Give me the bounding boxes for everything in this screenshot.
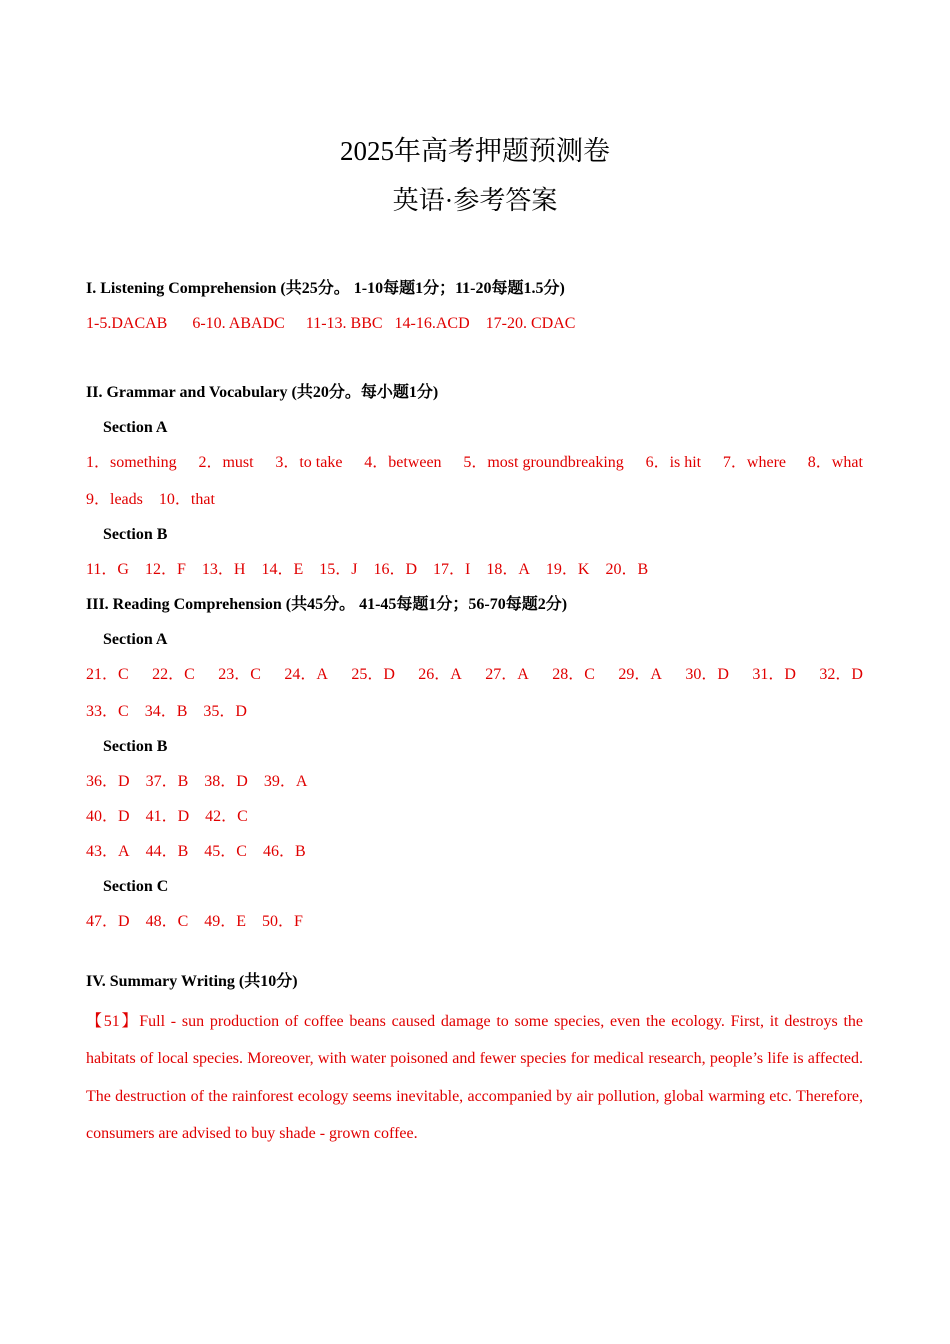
answer-item: 6．is hit <box>645 454 702 471</box>
answer-item: 47．D <box>86 913 130 930</box>
answer-item: 49．E <box>204 913 247 930</box>
answer-item: 8．what <box>807 454 863 471</box>
answer-group: 1-5.DACAB <box>86 315 168 332</box>
answer-item: 36．D <box>86 773 130 790</box>
answer-item: 21．C <box>86 666 129 683</box>
answer-item: 12．F <box>144 561 186 578</box>
answer-group: 17-20. CDAC <box>485 315 576 332</box>
answer-item: 29．A <box>618 666 662 683</box>
answer-item: 17．I <box>433 561 471 578</box>
answer-item: 9．leads <box>86 491 143 508</box>
part3-section-a-row1 <box>86 664 863 686</box>
answer-item: 18．A <box>486 561 530 578</box>
part2-section-b-label: Section B <box>103 526 168 543</box>
answer-item: 19．K <box>545 561 590 578</box>
part2-section-a-row2 <box>86 489 231 511</box>
answer-item: 23．C <box>218 666 261 683</box>
answer-item: 44．B <box>145 843 189 860</box>
answer-item: 2．must <box>198 454 254 471</box>
answer-item: 25．D <box>351 666 395 683</box>
answer-item: 26．A <box>418 666 462 683</box>
answer-item: 34．B <box>144 703 188 720</box>
answer-item: 27．A <box>485 666 529 683</box>
answer-item: 4．between <box>364 454 442 471</box>
answer-item: 45．C <box>204 843 247 860</box>
answer-item: 40．D <box>86 808 130 825</box>
answer-item: 41．D <box>145 808 190 825</box>
part3-section-a-row2 <box>86 701 263 723</box>
part3-section-c-label: Section C <box>103 878 169 895</box>
answer-item: 37．B <box>145 773 189 790</box>
answer-group: 6-10. ABADC <box>192 315 285 332</box>
part2-section-a-row1 <box>86 452 863 474</box>
answer-item: 10．that <box>158 491 215 508</box>
answer-item: 22．C <box>152 666 195 683</box>
part3-section-b-row3 <box>86 841 322 863</box>
answer-item: 1．something <box>86 454 177 471</box>
answer-item: 30．D <box>685 666 729 683</box>
answer-item: 16．D <box>373 561 418 578</box>
part3-section-b-label: Section B <box>103 738 168 755</box>
answer-item: 13．H <box>201 561 246 578</box>
answer-item: 24．A <box>284 666 328 683</box>
answer-item: 48．C <box>145 913 189 930</box>
part3-section-b-row1 <box>86 771 323 793</box>
page-subtitle: 英语·参考答案 <box>392 186 558 215</box>
answer-item: 3．to take <box>275 454 343 471</box>
answer-item: 35．D <box>203 703 247 720</box>
part3-section-c-row1 <box>86 911 319 933</box>
summary-answer: 【51】Full - sun production of coffee beans caused damage to some species, even the ecology. First, it destroys the habitats of local species. Moreover, with water poisoned and fewer species for medical research, people’s life is affected. The destruction of the rainforest ecology seems inevitable, accompanied by air pollution, global warming etc. Therefore, consumers are advised to buy shade - grown coffee. <box>86 1013 863 1142</box>
answer-item: 7．where <box>722 454 787 471</box>
answer-item: 15．J <box>319 561 358 578</box>
part3-section-b-row2 <box>86 806 264 828</box>
answer-item: 31．D <box>752 666 796 683</box>
part1-answers <box>86 313 575 335</box>
answer-item: 46．B <box>262 843 306 860</box>
answer-item: 42．C <box>205 808 248 825</box>
part2-section-b-row1 <box>86 559 664 581</box>
answer-item: 20．B <box>605 561 649 578</box>
part2-heading: II. Grammar and Vocabulary (共20分。每小题1分) <box>86 384 439 401</box>
answer-item: 32．D <box>819 666 863 683</box>
answer-item: 11．G <box>86 561 129 578</box>
part4-heading: IV. Summary Writing (共10分) <box>86 973 298 990</box>
answer-group: 14-16.ACD <box>394 315 470 332</box>
part3-heading: III. Reading Comprehension (共45分。 41-45每题1分；56-70每题2分) <box>86 596 568 613</box>
answer-item: 33．C <box>86 703 129 720</box>
answer-item: 39．A <box>263 773 308 790</box>
answer-item: 50．F <box>262 913 303 930</box>
part2-section-a-label: Section A <box>103 419 168 436</box>
answer-item: 28．C <box>552 666 595 683</box>
answer-item: 5．most groundbreaking <box>463 454 624 471</box>
page-title: 2025年高考押题预测卷 <box>340 136 610 166</box>
answer-group: 11-13. BBC <box>305 315 383 332</box>
answer-item: 43．A <box>86 843 130 860</box>
answer-item: 14．E <box>261 561 304 578</box>
part3-section-a-label: Section A <box>103 631 168 648</box>
answer-item: 38．D <box>204 773 248 790</box>
part1-heading: I. Listening Comprehension (共25分。 1-10每题1分；11-20每题1.5分) <box>86 280 565 297</box>
